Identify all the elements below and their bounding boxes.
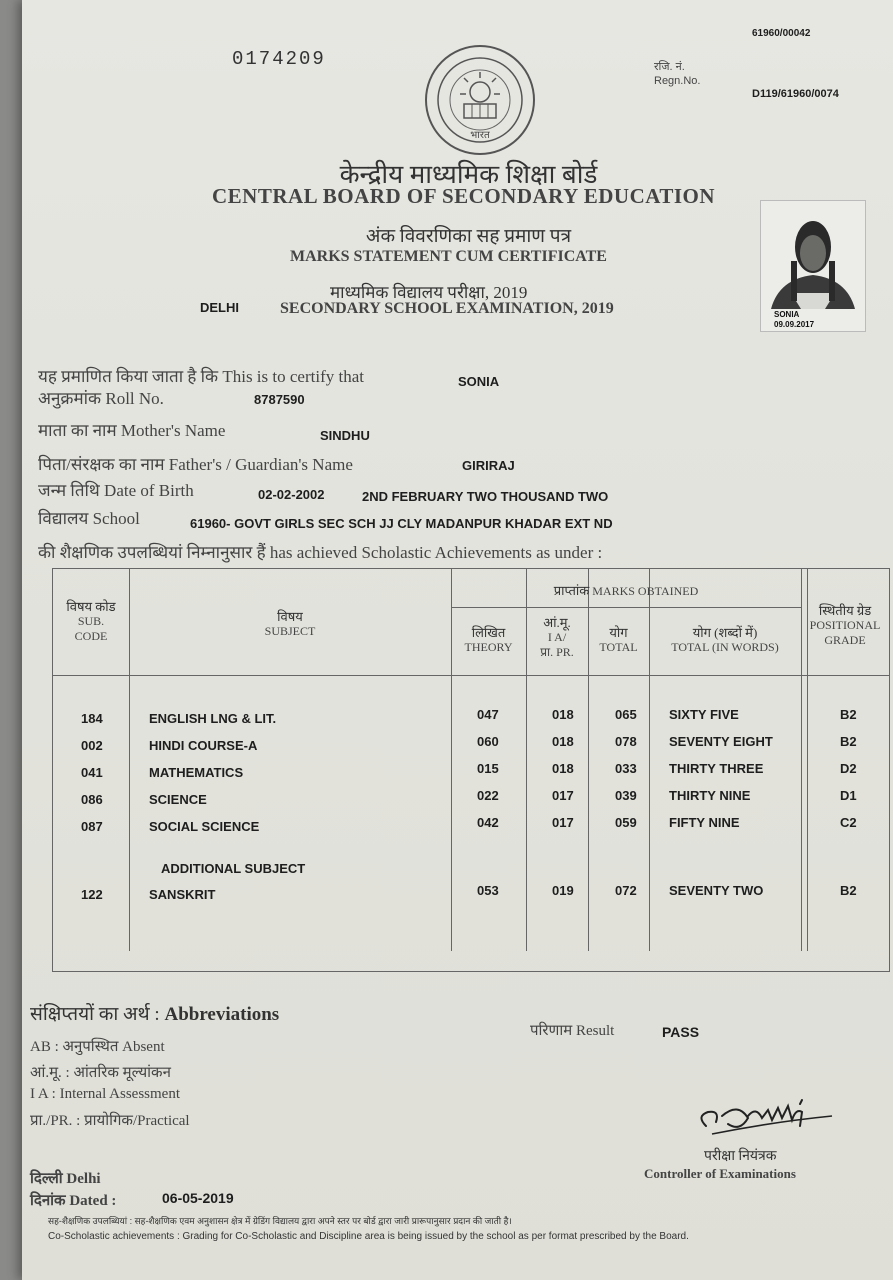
cell-ia: 019: [552, 883, 574, 898]
header-grade-en: POSITIONAL GRADE: [809, 618, 881, 647]
cell-grade: B2: [840, 734, 857, 749]
cell-total: 039: [615, 788, 637, 803]
cell-total: 065: [615, 707, 637, 722]
footer-note: [48, 1214, 689, 1244]
cell-subject: SANSKRIT: [149, 887, 216, 902]
cbse-seal-emblem: [422, 42, 538, 158]
regn-label-hi: रजि. नं.: [654, 61, 685, 73]
cell-words: SIXTY FIVE: [669, 707, 739, 722]
cell-theory: 047: [477, 707, 499, 722]
header-ia-pr: [526, 615, 588, 660]
exam-title-hindi: माध्यमिक विद्यालय परीक्षा, 2019: [330, 283, 528, 302]
header-total-words-hi: योग (शब्दों में): [692, 625, 758, 640]
issue-date: 06-05-2019: [162, 1190, 234, 1206]
table-header-rule: [53, 675, 889, 676]
school-name: 61960- GOVT GIRLS SEC SCH JJ CLY MADANPUR KHADAR EXT ND: [190, 516, 613, 531]
signature-icon: [682, 1086, 862, 1142]
photo-name: SONIA: [774, 310, 800, 319]
cell-words: THIRTY THREE: [669, 761, 764, 776]
abbr-absent: AB : अनुपस्थित Absent: [30, 1039, 165, 1055]
table-divider: [451, 607, 801, 608]
cell-subject: ENGLISH LNG & LIT.: [149, 711, 277, 726]
cell-total: 033: [615, 761, 637, 776]
result-value: PASS: [662, 1024, 700, 1040]
top-number: 61960/00042: [752, 28, 811, 39]
cell-theory: 022: [477, 788, 499, 803]
cell-code: 086: [81, 792, 103, 807]
abbreviations-title-hi: संक्षिप्तयों का अर्थ :: [30, 1004, 160, 1025]
student-name: SONIA: [458, 374, 500, 389]
roll-label: अनुक्रमांक Roll No.: [38, 389, 164, 408]
cell-code: 087: [81, 819, 103, 834]
exam-title-english: SECONDARY SCHOOL EXAMINATION, 2019: [280, 300, 614, 317]
header-total-words: [649, 625, 801, 655]
cell-theory: 053: [477, 883, 499, 898]
dob-label: जन्म तिथि Date of Birth: [38, 481, 194, 500]
header-sub-code-hi: विषय कोड: [66, 599, 116, 614]
cell-theory: 042: [477, 815, 499, 830]
signature-label-english: Controller of Examinations: [644, 1166, 796, 1181]
marks-table: [52, 568, 890, 972]
cell-grade: B2: [840, 883, 857, 898]
cell-words: SEVENTY TWO: [669, 883, 764, 898]
additional-subject-label: ADDITIONAL SUBJECT: [161, 861, 306, 876]
serial-number: 0174209: [232, 48, 326, 70]
header-sub-code-en: SUB. CODE: [74, 614, 108, 643]
header-theory-hi: लिखित: [471, 625, 506, 640]
cell-code: 184: [81, 711, 103, 726]
abbr-practical: प्रा./PR. : प्रायोगिक/Practical: [30, 1113, 190, 1129]
achievements-label: की शैक्षणिक उपलब्धियां निम्नानुसार हैं has achieved Scholastic Achievements as under :: [38, 543, 603, 562]
dated-label: दिनांक Dated :: [30, 1193, 117, 1209]
regn-label-en: Regn.No.: [654, 75, 701, 87]
header-theory: [451, 625, 526, 655]
header-marks-hi: प्राप्तांक: [553, 583, 590, 598]
header-ia-hi: आं.मू.: [543, 615, 571, 630]
board-name-english: CENTRAL BOARD OF SECONDARY EDUCATION: [212, 184, 716, 208]
roll-number: 8787590: [254, 392, 305, 407]
cell-ia: 018: [552, 707, 574, 722]
cell-theory: 015: [477, 761, 499, 776]
certificate-title-english: MARKS STATEMENT CUM CERTIFICATE: [290, 248, 607, 265]
header-pr: प्रा. PR.: [540, 645, 574, 659]
cell-code: 122: [81, 887, 103, 902]
header-grade: [801, 603, 889, 648]
certify-label: यह प्रमाणित किया जाता है कि This is to certify that: [38, 367, 364, 386]
cell-ia: 018: [552, 734, 574, 749]
dob-value: 02-02-2002: [258, 487, 325, 502]
header-total: [588, 625, 649, 655]
mother-name: SINDHU: [320, 428, 370, 443]
header-subject-hi: विषय: [277, 609, 303, 624]
cell-ia: 017: [552, 788, 574, 803]
cell-words: FIFTY NINE: [669, 815, 740, 830]
cell-ia: 018: [552, 761, 574, 776]
marks-certificate: [22, 0, 893, 1280]
header-total-en: TOTAL: [599, 640, 638, 654]
father-name: GIRIRAJ: [462, 458, 515, 473]
cell-subject: SOCIAL SCIENCE: [149, 819, 260, 834]
footer-note-english: Co-Scholastic achievements : Grading for Co-Scholastic and Discipline area is being issued by the school as per format prescribed by the Board.: [48, 1231, 689, 1242]
cell-grade: C2: [840, 815, 857, 830]
board-name-hindi: केन्द्रीय माध्यमिक शिक्षा बोर्ड: [339, 160, 598, 189]
header-theory-en: THEORY: [464, 640, 513, 654]
cell-grade: D2: [840, 761, 857, 776]
abbreviations-title-en: Abbreviations: [164, 1004, 280, 1025]
result-label: परिणाम Result: [530, 1023, 615, 1039]
cell-grade: B2: [840, 707, 857, 722]
dob-words: 2ND FEBRUARY TWO THOUSAND TWO: [362, 489, 609, 504]
cell-total: 059: [615, 815, 637, 830]
signature-label-hindi: परीक्षा नियंत्रक: [704, 1149, 777, 1164]
header-marks-en: MARKS OBTAINED: [592, 584, 699, 598]
cell-theory: 060: [477, 734, 499, 749]
certificate-title-hindi: अंक विवरणिका सह प्रमाण पत्र: [365, 226, 572, 247]
cell-subject: MATHEMATICS: [149, 765, 244, 780]
abbr-ia-hindi: आं.मू. : आंतरिक मूल्यांकन: [30, 1065, 171, 1081]
father-label: पिता/संरक्षक का नाम Father's / Guardian's Name: [38, 455, 353, 474]
header-grade-hi: स्थितीय ग्रेड: [818, 603, 872, 618]
header-total-hi: योग: [609, 625, 628, 640]
state-name: DELHI: [200, 300, 239, 315]
cell-total: 072: [615, 883, 637, 898]
seal-text: भारत: [470, 130, 490, 141]
place: दिल्ली Delhi: [30, 1171, 101, 1187]
header-subject: [129, 609, 451, 639]
cell-code: 002: [81, 738, 103, 753]
header-total-words-en: TOTAL (IN WORDS): [671, 640, 779, 654]
abbreviations-title: [30, 1000, 279, 1026]
cell-subject: SCIENCE: [149, 792, 207, 807]
header-sub-code: [53, 599, 129, 644]
abbr-ia-english: I A : Internal Assessment: [30, 1086, 180, 1102]
cell-total: 078: [615, 734, 637, 749]
cell-ia: 017: [552, 815, 574, 830]
cell-words: SEVENTY EIGHT: [669, 734, 773, 749]
cell-grade: D1: [840, 788, 857, 803]
cell-words: THIRTY NINE: [669, 788, 751, 803]
footer-note-hindi: सह-शैक्षणिक उपलब्धियां : सह-शैक्षणिक एवम अनुशासन क्षेत्र में ग्रेडिंग विद्यालय द्वारा अपने स्तर पर बोर्ड द्वारा जारी प्रारूपानुसार प्रदान की जाती है।: [48, 1216, 512, 1226]
photo-date: 09.09.2017: [774, 320, 815, 329]
header-ia-en: I A/: [547, 630, 567, 644]
header-subject-en: SUBJECT: [264, 624, 316, 638]
regn-number: D119/61960/0074: [752, 88, 839, 100]
mother-label: माता का नाम Mother's Name: [38, 421, 226, 440]
header-marks: [451, 583, 801, 599]
regn-label: [654, 60, 700, 88]
cell-code: 041: [81, 765, 103, 780]
school-label: विद्यालय School: [38, 509, 140, 528]
cell-subject: HINDI COURSE-A: [149, 738, 258, 753]
